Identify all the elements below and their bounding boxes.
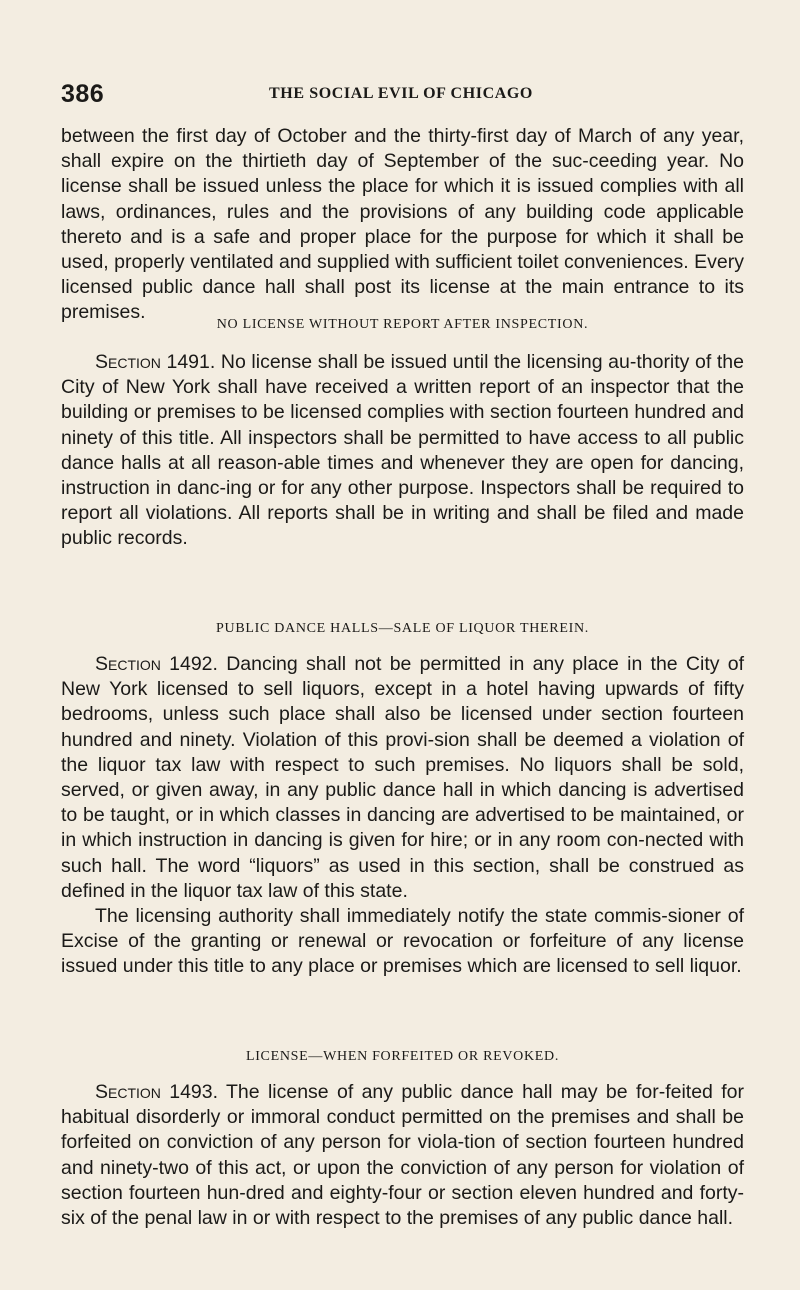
running-title: THE SOCIAL EVIL OF CHICAGO [269,85,533,102]
section-1493 [61,1048,744,1066]
section-1493-text: The license of any public dance hall may be for-feited for habitual disorderly or immoral conduct permitted on the premises and shall be forfeited on conviction of any person for viola-tion of section fourteen hundred and ninety-two of this act, or upon the conviction of any person for violation of section fourteen hun-dred and eighty-four or section eleven hundred and forty-six of the penal law in or with respect to the premises of any public dance hall. [61,1081,744,1230]
section-1493-paragraph [61,1080,744,1231]
section-1491-paragraph [61,350,744,552]
section-1491-heading: NO LICENSE WITHOUT REPORT AFTER INSPECTION. [216,317,589,332]
opening-paragraph: between the first day of October and the thirty-first day of March of any year, shall expire on the thirtieth day of September of the suc-ceeding year. No license shall be issued unless the place for which it is issued complies with all laws, ordinances, rules and the provisions of any building code applicable thereto and is a safe and proper place for the purpose for which it shall be used, properly ventilated and supplied with sufficient toilet conveniences. Every licensed public dance hall shall post its license at the main entrance to its premises. [61,125,744,324]
section-1492-continuation: The licensing authority shall immediately notify the state commis-sioner of Excise of the granting or renewal or revocation or forfeiture of any license issued under this title to any place or premises which are licensed to sell liquor. [61,905,744,978]
section-1492-text: Dancing shall not be permitted in any place in the City of New York licensed to sell liquors, except in a hotel having upwards of fifty bedrooms, unless such place shall also be licensed under section fourteen hundred and ninety. Violation of this provi-sion shall be deemed a violation of the liquor tax law with respect to such premises. No liquors shall be sold, served, or given away, in any public dance hall in which dancing is advertised to be taught, or in which classes in dancing are advertised to be maintained, or in which instruction in dancing is given for hire; or in any room con-nected with such hall. The word “liquors” as used in this section, shall be construed as defined in the liquor tax law of this state. [61,653,744,902]
section-1493-body [61,1080,744,1231]
running-head [61,80,741,110]
section-1493-label: Section 1493. [95,1081,219,1103]
section-1493-heading: LICENSE—WHEN FORFEITED OR REVOKED. [245,1049,560,1064]
opening-block [61,124,744,326]
section-1491 [61,316,744,334]
section-1491-label: Section 1491. [95,351,216,373]
section-1492 [61,620,744,638]
section-1492-paragraph [61,652,744,904]
section-1492-label: Section 1492. [95,653,218,675]
section-1491-body [61,350,744,552]
page-number: 386 [61,80,105,108]
section-1491-text: No license shall be issued until the licensing au-thority of the City of New York shall have received a written report of an inspector that the building or premises to be licensed complies with section fourteen hundred and ninety of this title. All inspectors shall be permitted to have access to all public dance halls at all reason-able times and whenever they are open for dancing, instruction in danc-ing or for any other purpose. Inspectors shall be required to report all violations. All reports shall be in writing and shall be filed and made public records. [61,351,744,550]
section-1492-heading: PUBLIC DANCE HALLS—SALE OF LIQUOR THEREIN. [216,621,589,636]
section-1492-body [61,652,744,980]
